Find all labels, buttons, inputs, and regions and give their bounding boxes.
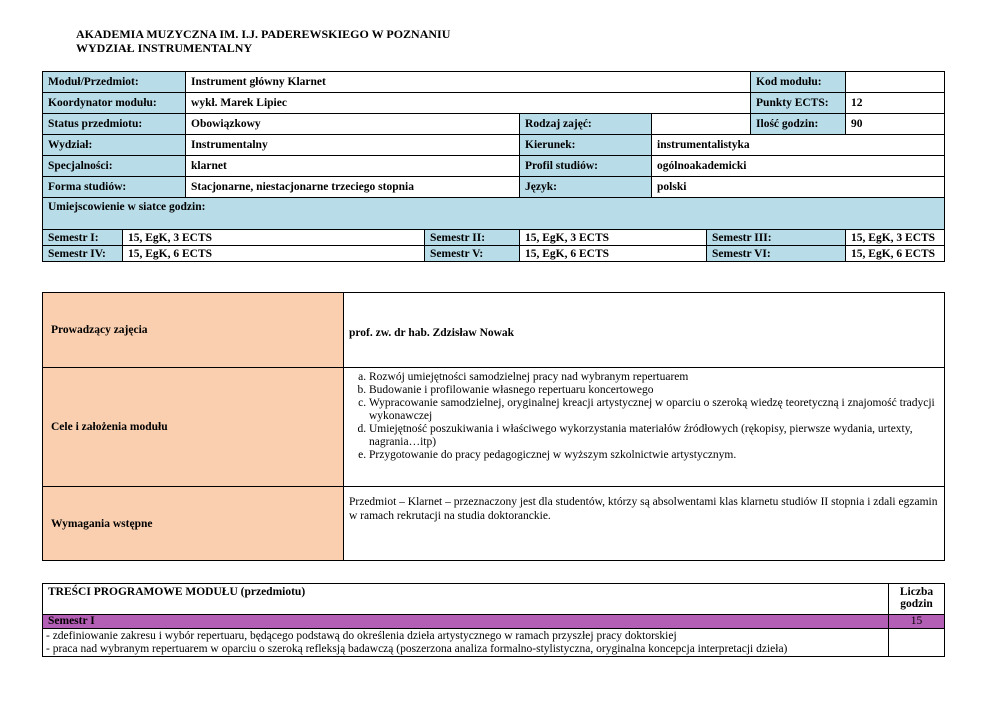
module-info-table (42, 71, 945, 262)
rodzaj-value (652, 114, 751, 135)
cele-item: d. Umiejętność poszukiwania i właściwego wykorzystania materiałów źródłowych (rękopisy, pierwsze wydania, urtexty, nagrania…itp) (369, 423, 939, 449)
godzin-value: 90 (846, 114, 945, 135)
wymagania-label: Wymagania wstępne (43, 487, 344, 561)
semester-row-hours: 15 (889, 615, 945, 629)
semester-value: 15, EgK, 6 ECTS (123, 246, 425, 262)
cele-item: a. Rozwój umiejętności samodzielnej pracy nad wybranym repertuarem (369, 371, 939, 384)
forma-value: Stacjonarne, niestacjonarne trzeciego stopnia (186, 177, 520, 198)
semester-value: 15, EgK, 3 ECTS (123, 230, 425, 246)
semester-label: Semestr III: (707, 230, 846, 246)
semester-label: Semestr I: (43, 230, 123, 246)
koordynator-label: Koordynator modułu: (43, 93, 186, 114)
semester-label: Semestr VI: (707, 246, 846, 262)
cele-label: Cele i założenia modułu (43, 368, 344, 487)
profil-value: ogólnoakademicki (652, 156, 945, 177)
prowadzacy-value: prof. zw. dr hab. Zdzisław Nowak (344, 293, 945, 368)
wymagania-value: Przedmiot – Klarnet – przeznaczony jest dla studentów, którzy są absolwentami klas klarnetu studiów II stopnia i zdali egzamin w ramach rekrutacji na studia doktoranckie. (344, 487, 945, 561)
program-content-table (42, 583, 945, 657)
kierunek-label: Kierunek: (520, 135, 652, 156)
cele-cell (344, 368, 945, 487)
semester-label: Semestr V: (425, 246, 520, 262)
cele-item: b. Budowanie i profilowanie własnego repertuaru koncertowego (369, 384, 939, 397)
specjalnosci-value: klarnet (186, 156, 520, 177)
profil-label: Profil studiów: (520, 156, 652, 177)
program-title: TREŚCI PROGRAMOWE MODUŁU (przedmiotu) (43, 584, 889, 615)
academy-name: AKADEMIA MUZYCZNA IM. I.J. PADEREWSKIEGO W POZNANIU (76, 27, 451, 41)
program-item: - praca nad wybranym repertuarem w oparciu o szeroką refleksją badawczą (poszerzona analiza formalno-stylistyczna, oryginalna koncepcja interpretacji dzieła) (46, 643, 788, 655)
cele-item: c. Wypracowanie samodzielnej, oryginalnej kreacji artystycznej w oparciu o szeroką wiedzę teoretyczną i znajomość tradycji wykonawczej (369, 397, 939, 423)
program-items-hours (889, 629, 945, 657)
semester-row-label: Semestr I (43, 615, 889, 629)
faculty-name: WYDZIAŁ INSTRUMENTALNY (76, 41, 253, 55)
semester-label: Semestr IV: (43, 246, 123, 262)
forma-label: Forma studiów: (43, 177, 186, 198)
prowadzacy-label: Prowadzący zajęcia (43, 293, 344, 368)
semester-label: Semestr II: (425, 230, 520, 246)
cele-item: e. Przygotowanie do pracy pedagogicznej w wyższym szkolnictwie artystycznym. (369, 449, 939, 462)
koordynator-value: wykł. Marek Lipiec (186, 93, 751, 114)
jezyk-value: polski (652, 177, 945, 198)
kod-label: Kod modułu: (751, 72, 846, 93)
umiejscowienie-label: Umiejscowienie w siatce godzin: (43, 198, 945, 230)
godzin-label: Ilość godzin: (751, 114, 846, 135)
jezyk-label: Język: (520, 177, 652, 198)
semester-value: 15, EgK, 3 ECTS (520, 230, 707, 246)
ects-label: Punkty ECTS: (751, 93, 846, 114)
program-item: - zdefiniowanie zakresu i wybór repertuaru, będącego podstawą do określenia dzieła artystycznego w ramach przyszłej pracy doktorskiej (46, 630, 677, 642)
rodzaj-label: Rodzaj zajęć: (520, 114, 652, 135)
ects-value: 12 (846, 93, 945, 114)
program-items (43, 629, 889, 657)
status-label: Status przedmiotu: (43, 114, 186, 135)
module-details-table (42, 292, 945, 561)
document-header (76, 27, 450, 55)
modul-label: Moduł/Przedmiot: (43, 72, 186, 93)
liczba-godzin-header: Liczba godzin (889, 584, 945, 615)
cele-list (349, 371, 939, 462)
semester-value: 15, EgK, 6 ECTS (520, 246, 707, 262)
kod-value (846, 72, 945, 93)
wydzial-label: Wydział: (43, 135, 186, 156)
wydzial-value: Instrumentalny (186, 135, 520, 156)
modul-value: Instrument główny Klarnet (186, 72, 751, 93)
kierunek-value: instrumentalistyka (652, 135, 945, 156)
status-value: Obowiązkowy (186, 114, 520, 135)
specjalnosci-label: Specjalności: (43, 156, 186, 177)
semester-value: 15, EgK, 6 ECTS (846, 246, 945, 262)
semester-value: 15, EgK, 3 ECTS (846, 230, 945, 246)
